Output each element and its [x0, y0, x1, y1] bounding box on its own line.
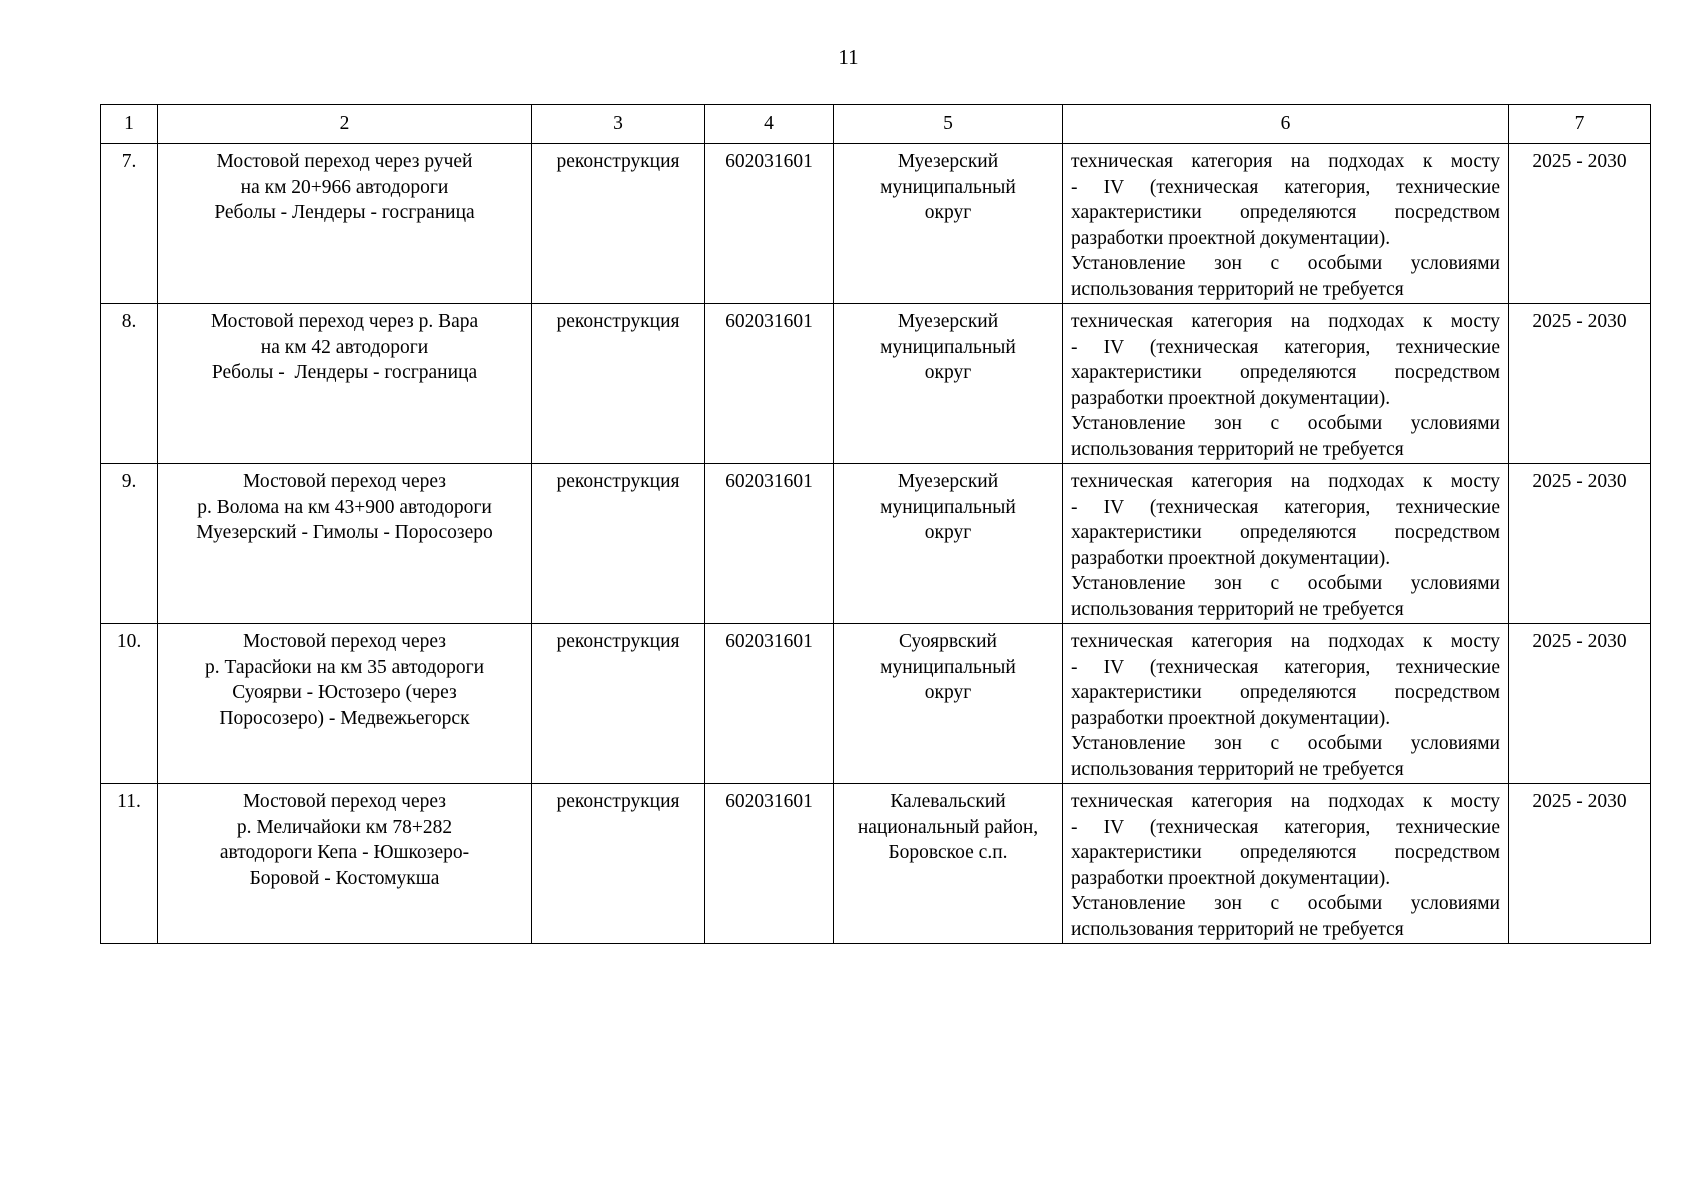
object-line: на км 42 автодороги [260, 336, 429, 358]
object-line: Мостовой переход через [243, 791, 446, 812]
description-line: использования территорий не требуется [1071, 598, 1404, 620]
description-line: характеристики определяются посредством [1071, 362, 1500, 383]
description [1063, 144, 1509, 304]
object-line: р. Меличайоки км 78+282 [236, 816, 453, 838]
description [1063, 464, 1509, 624]
territory-code: 602031601 [705, 464, 834, 624]
description-line: техническая категория на подходах к мосту [1071, 151, 1500, 172]
location-line: округ [924, 522, 972, 543]
territory-code: 602031601 [705, 144, 834, 304]
description-line: использования территорий не требуется [1071, 918, 1404, 940]
location-line: национальный район, [857, 816, 1039, 838]
location [834, 624, 1063, 784]
description-line: техническая категория на подходах к мосту [1071, 791, 1500, 812]
description-line: - IV (техническая категория, технические [1071, 336, 1500, 358]
period: 2025 - 2030 [1509, 464, 1651, 624]
location-line: Суоярвский [899, 631, 997, 652]
column-header-1: 1 [101, 105, 158, 144]
column-header-6: 6 [1063, 105, 1509, 144]
object-line: Суоярви - Юстозеро (через [232, 682, 457, 703]
action-type: реконструкция [532, 464, 705, 624]
description-line: техническая категория на подходах к мосту [1071, 631, 1500, 652]
location [834, 784, 1063, 944]
row-number: 10. [101, 624, 158, 784]
location-line: округ [924, 362, 972, 383]
column-header-7: 7 [1509, 105, 1651, 144]
location-line: Калевальский [890, 791, 1006, 812]
object-line: на км 20+966 автодороги [240, 176, 449, 198]
table-row [101, 784, 1651, 944]
description-line: характеристики определяются посредством [1071, 842, 1500, 863]
action-type: реконструкция [532, 304, 705, 464]
object-line: Муезерский - Гимолы - Поросозеро [196, 522, 493, 543]
period: 2025 - 2030 [1509, 144, 1651, 304]
description-line: использования территорий не требуется [1071, 438, 1404, 460]
description [1063, 304, 1509, 464]
location-line: округ [924, 202, 972, 223]
location-line: муниципальный [880, 656, 1016, 678]
period: 2025 - 2030 [1509, 624, 1651, 784]
description-line: Установление зон с особыми условиями [1071, 253, 1500, 274]
description-line: - IV (техническая категория, технические [1071, 656, 1500, 678]
object-line: Мостовой переход через р. Вара [210, 311, 479, 332]
table-row [101, 304, 1651, 464]
description-line: техническая категория на подходах к мосту [1071, 471, 1500, 492]
location-line: Муезерский [897, 151, 999, 172]
location-line: Боровское с.п. [888, 842, 1008, 863]
description-line: - IV (техническая категория, технические [1071, 496, 1500, 518]
column-header-5: 5 [834, 105, 1063, 144]
row-number: 11. [101, 784, 158, 944]
location-line: Муезерский [897, 471, 999, 492]
description-line: использования территорий не требуется [1071, 278, 1404, 300]
location-line: Муезерский [897, 311, 999, 332]
location [834, 144, 1063, 304]
object-line: Реболы - Лендеры - госграница [214, 202, 475, 223]
object-line: р. Волома на км 43+900 автодороги [197, 496, 492, 518]
description [1063, 624, 1509, 784]
location [834, 464, 1063, 624]
row-number: 7. [101, 144, 158, 304]
location-line: муниципальный [880, 176, 1016, 198]
object-name [158, 784, 532, 944]
territory-code: 602031601 [705, 624, 834, 784]
description [1063, 784, 1509, 944]
period: 2025 - 2030 [1509, 304, 1651, 464]
description-line: - IV (техническая категория, технические [1071, 816, 1500, 838]
period: 2025 - 2030 [1509, 784, 1651, 944]
description-line: - IV (техническая категория, технические [1071, 176, 1500, 198]
column-header-4: 4 [705, 105, 834, 144]
page-number: 11 [838, 45, 859, 69]
row-number: 8. [101, 304, 158, 464]
territory-code: 602031601 [705, 304, 834, 464]
description-line: характеристики определяются посредством [1071, 202, 1500, 223]
location-line: округ [924, 682, 972, 703]
object-name [158, 464, 532, 624]
object-line: Реболы - Лендеры - госграница [211, 362, 478, 383]
description-line: разработки проектной документации). [1071, 547, 1391, 569]
object-line: р. Тарасйоки на км 35 автодороги [204, 656, 485, 678]
object-name [158, 144, 532, 304]
table-row [101, 144, 1651, 304]
object-line: Мостовой переход через ручей [216, 151, 473, 172]
object-name [158, 624, 532, 784]
object-line: автодороги Кепа - Юшкозеро- [219, 842, 470, 863]
projects-table [100, 104, 1651, 944]
description-line: характеристики определяются посредством [1071, 522, 1500, 543]
column-header-3: 3 [532, 105, 705, 144]
territory-code: 602031601 [705, 784, 834, 944]
description-line: разработки проектной документации). [1071, 707, 1391, 729]
object-line: Поросозеро) - Медвежьегорск [219, 707, 470, 729]
description-line: характеристики определяются посредством [1071, 682, 1500, 703]
description-line: Установление зон с особыми условиями [1071, 413, 1500, 434]
table-row [101, 624, 1651, 784]
description-line: Установление зон с особыми условиями [1071, 573, 1500, 594]
action-type: реконструкция [532, 784, 705, 944]
location-line: муниципальный [880, 496, 1016, 518]
description-line: Установление зон с особыми условиями [1071, 893, 1500, 914]
object-line: Мостовой переход через [243, 631, 446, 652]
location [834, 304, 1063, 464]
description-line: разработки проектной документации). [1071, 227, 1391, 249]
location-line: муниципальный [880, 336, 1016, 358]
action-type: реконструкция [532, 144, 705, 304]
description-line: Установление зон с особыми условиями [1071, 733, 1500, 754]
description-line: разработки проектной документации). [1071, 387, 1391, 409]
header-row [101, 105, 1651, 144]
description-line: использования территорий не требуется [1071, 758, 1404, 780]
object-line: Мостовой переход через [243, 471, 446, 492]
object-line: Боровой - Костомукша [249, 867, 440, 889]
description-line: техническая категория на подходах к мосту [1071, 311, 1500, 332]
action-type: реконструкция [532, 624, 705, 784]
object-name [158, 304, 532, 464]
column-header-2: 2 [158, 105, 532, 144]
row-number: 9. [101, 464, 158, 624]
description-line: разработки проектной документации). [1071, 867, 1391, 889]
table-row [101, 464, 1651, 624]
